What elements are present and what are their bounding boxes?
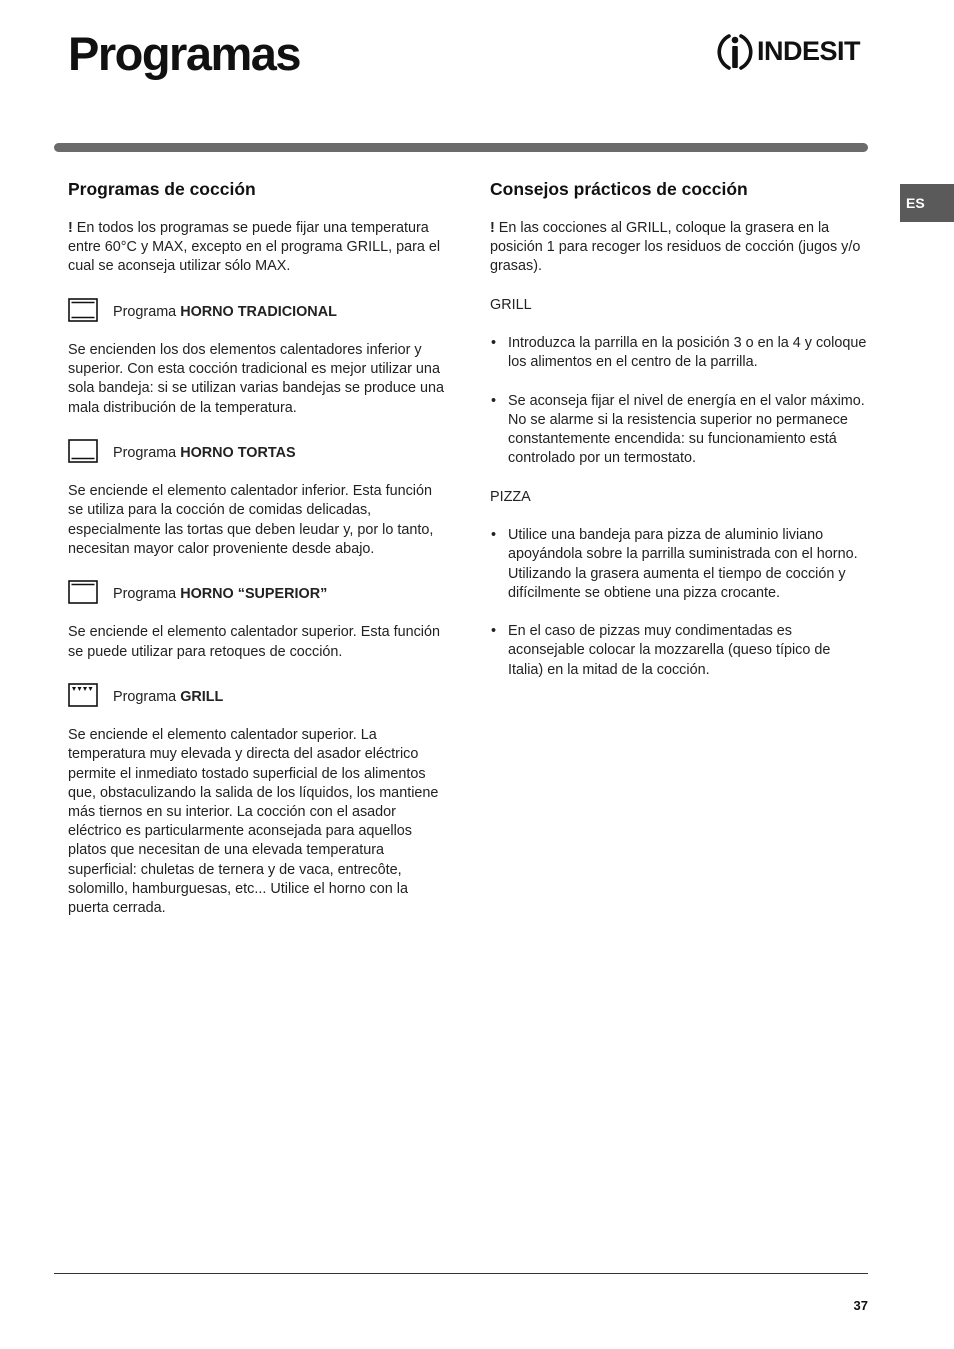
- program-description: Se encienden los dos elementos calentadores inferior y superior. Con esta cocción tradicional es mejor utilizar una sola bandeja: si se utilizan varias bandejas se produce una mala distribución de la temperatura.: [68, 341, 444, 416]
- oven-top-heat-icon: [68, 580, 98, 604]
- program-name: HORNO TRADICIONAL: [180, 303, 337, 320]
- language-tab: ES: [900, 184, 954, 222]
- tips-note-text: En las cocciones al GRILL, coloque la grasera en la posición 1 para recoger los residuos de cocción (jugos y/o grasas).: [490, 220, 861, 275]
- program-label: [113, 585, 327, 604]
- program-name: GRILL: [180, 688, 224, 705]
- program-label: [113, 444, 296, 463]
- program-prefix: Programa: [113, 585, 181, 602]
- list-item: • Se aconseja fijar el nivel de energía en el valor máximo. No se alarme si la resistencia superior no permanece constantemente encendida: su funcionamiento está controlado por un termostato.: [490, 392, 868, 469]
- programs-note: [68, 219, 448, 277]
- program-prefix: Programa: [113, 444, 181, 461]
- programs-heading: Programas de cocción: [68, 179, 256, 199]
- list-item: • Introduzca la parrilla en la posición 3 o en la 4 y coloque los alimentos en el centro de la parrilla.: [490, 334, 868, 372]
- grill-section-label: GRILL: [490, 296, 532, 313]
- brand-logo: [713, 30, 873, 74]
- pizza-tips-list: [490, 526, 868, 603]
- tips-column: [490, 178, 868, 699]
- program-row-horno-tradicional: [68, 296, 448, 322]
- list-item: [490, 526, 868, 603]
- pizza-section-label: PIZZA: [490, 488, 531, 505]
- grill-tips-list: [490, 334, 868, 372]
- program-description: Se enciende el elemento calentador inferior. Esta función se utiliza para la cocción de comidas delicadas, especialmente las tortas que deben leudar y, por lo tanto, necesitan mayor calor proveniente desde abajo.: [68, 483, 434, 557]
- header-rule: [54, 143, 868, 152]
- program-name: HORNO “SUPERIOR”: [180, 585, 328, 602]
- warning-mark: !: [68, 220, 73, 236]
- page-number: 37: [853, 1298, 868, 1313]
- program-prefix: Programa: [113, 688, 181, 705]
- list-item-text: Utilice una bandeja para pizza de aluminio liviano apoyándola sobre la parrilla suministrada con el horno.: [508, 527, 858, 563]
- pizza-tips-list: [490, 622, 868, 680]
- program-prefix: Programa: [113, 303, 181, 320]
- program-label: [113, 303, 337, 322]
- program-row-horno-superior: [68, 578, 448, 604]
- programs-note-text: En todos los programas se puede fijar una temperatura entre 60°C y MAX, excepto en el programa GRILL, para el cual se aconseja utilizar sólo MAX.: [68, 220, 441, 275]
- indesit-i-icon: [713, 30, 757, 74]
- brand-name: INDESIT: [757, 36, 861, 66]
- oven-bottom-heat-icon: [68, 439, 98, 463]
- program-label: [113, 688, 223, 707]
- footer-rule: [54, 1273, 868, 1274]
- grill-tips-list: [490, 392, 868, 469]
- program-row-grill: [68, 681, 448, 707]
- warning-mark: !: [490, 220, 495, 236]
- programs-column: [68, 178, 448, 937]
- tips-heading: Consejos prácticos de cocción: [490, 179, 748, 199]
- page-title: Programas: [68, 27, 301, 80]
- program-row-horno-tortas: [68, 437, 448, 463]
- tips-note: [490, 219, 868, 277]
- list-item: • En el caso de pizzas muy condimentadas es aconsejable colocar la mozzarella (queso típico de Italia) en la mitad de la cocción.: [490, 622, 868, 680]
- program-description: Se enciende el elemento calentador superior. La temperatura muy elevada y directa del asador eléctrico permite el inmediato tostado superficial de los alimentos que, obstaculizando la salida de los líquidos, los mantiene más tiernos en su interior. La cocción con el asador eléctrico es particularmente aconsejada para aquellos platos que necesitan de una elevada temperatura superficial: chuletas de ternera y de vaca, entrecôte, solomillo, hamburguesas, etc... Utilice el horno con la puerta cerrada.: [68, 727, 439, 916]
- oven-top-bottom-heat-icon: [68, 298, 98, 322]
- program-name: HORNO TORTAS: [180, 444, 296, 461]
- oven-grill-icon: [68, 683, 98, 707]
- program-description: Se enciende el elemento calentador superior. Esta función se puede utilizar para retoques de cocción.: [68, 624, 440, 660]
- list-item-extra: Utilizando la grasera aumenta el tiempo de cocción y difícilmente se obtiene una pizza crocante.: [508, 565, 846, 601]
